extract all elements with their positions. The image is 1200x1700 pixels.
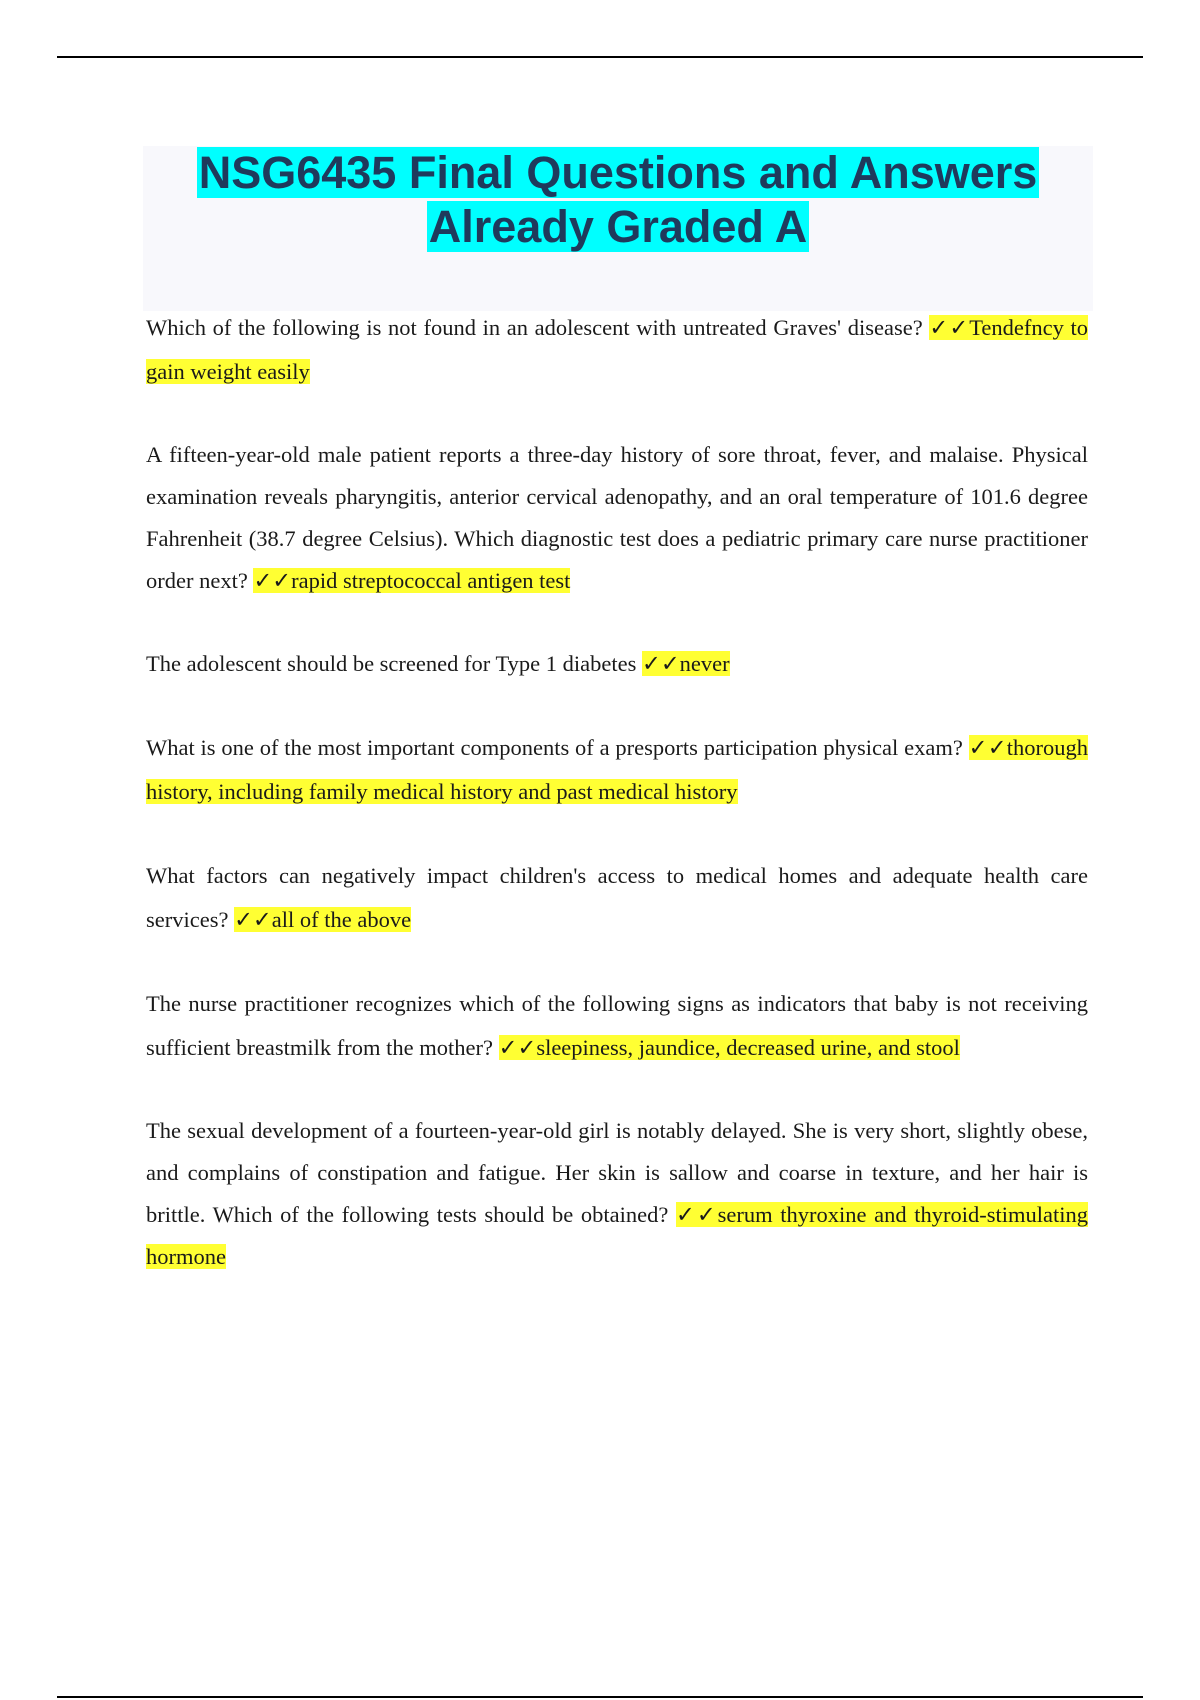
qa-item [146,854,1088,942]
qa-item [146,982,1088,1070]
qa-item [146,1110,1088,1278]
question-text: What factors can negatively impact children's access to medical homes and adequate health care services? [146,863,1088,932]
question-text: The nurse practitioner recognizes which of the following signs as indicators that baby is not receiving sufficient breastmilk from the mother? [146,991,1088,1060]
title-block [143,146,1093,311]
question-text: Which of the following is not found in an adolescent with untreated Graves' disease? [146,315,923,340]
answer-highlight: ✓✓rapid streptococcal antigen test [253,568,571,593]
qa-item [146,306,1088,394]
qa-item [146,642,1088,686]
qa-item [146,726,1088,814]
question-text: The sexual development of a fourteen-year-old girl is notably delayed. She is very short, slightly obese, and complains of constipation and fatigue. Her skin is sallow and coarse in texture, and her hair is brittle. Which of the following tests should be obtained? [146,1118,1088,1227]
bottom-rule [57,1696,1143,1698]
qa-list [146,306,1088,1318]
qa-item [146,434,1088,602]
top-rule [57,56,1143,58]
document-title-line-2: Already Graded A [428,201,808,252]
document-title-line-1: NSG6435 Final Questions and Answers [198,147,1038,198]
answer-highlight: ✓✓serum thyroxine and thyroid-stimulating hormone [146,1202,1088,1269]
answer-highlight: ✓✓never [641,651,730,676]
answer-highlight: ✓✓Tendefncy to gain weight easily [146,315,1088,384]
answer-highlight: ✓✓all of the above [234,907,412,932]
question-text: The adolescent should be screened for Type 1 diabetes [146,651,637,676]
answer-highlight: ✓✓thorough history, including family medical history and past medical history [146,735,1088,804]
question-text: A fifteen-year-old male patient reports a three-day history of sore throat, fever, and malaise. Physical examination reveals pharyngitis, anterior cervical adenopathy, and an oral temperature of 101.6 degree Fahrenheit (38.7 degree Celsius). Which diagnostic test does a pediatric primary care nurse practitioner order next? [146,442,1088,593]
answer-highlight: ✓✓sleepiness, jaundice, decreased urine, and stool [498,1035,960,1060]
question-text: What is one of the most important components of a presports participation physical exam? [146,735,963,760]
